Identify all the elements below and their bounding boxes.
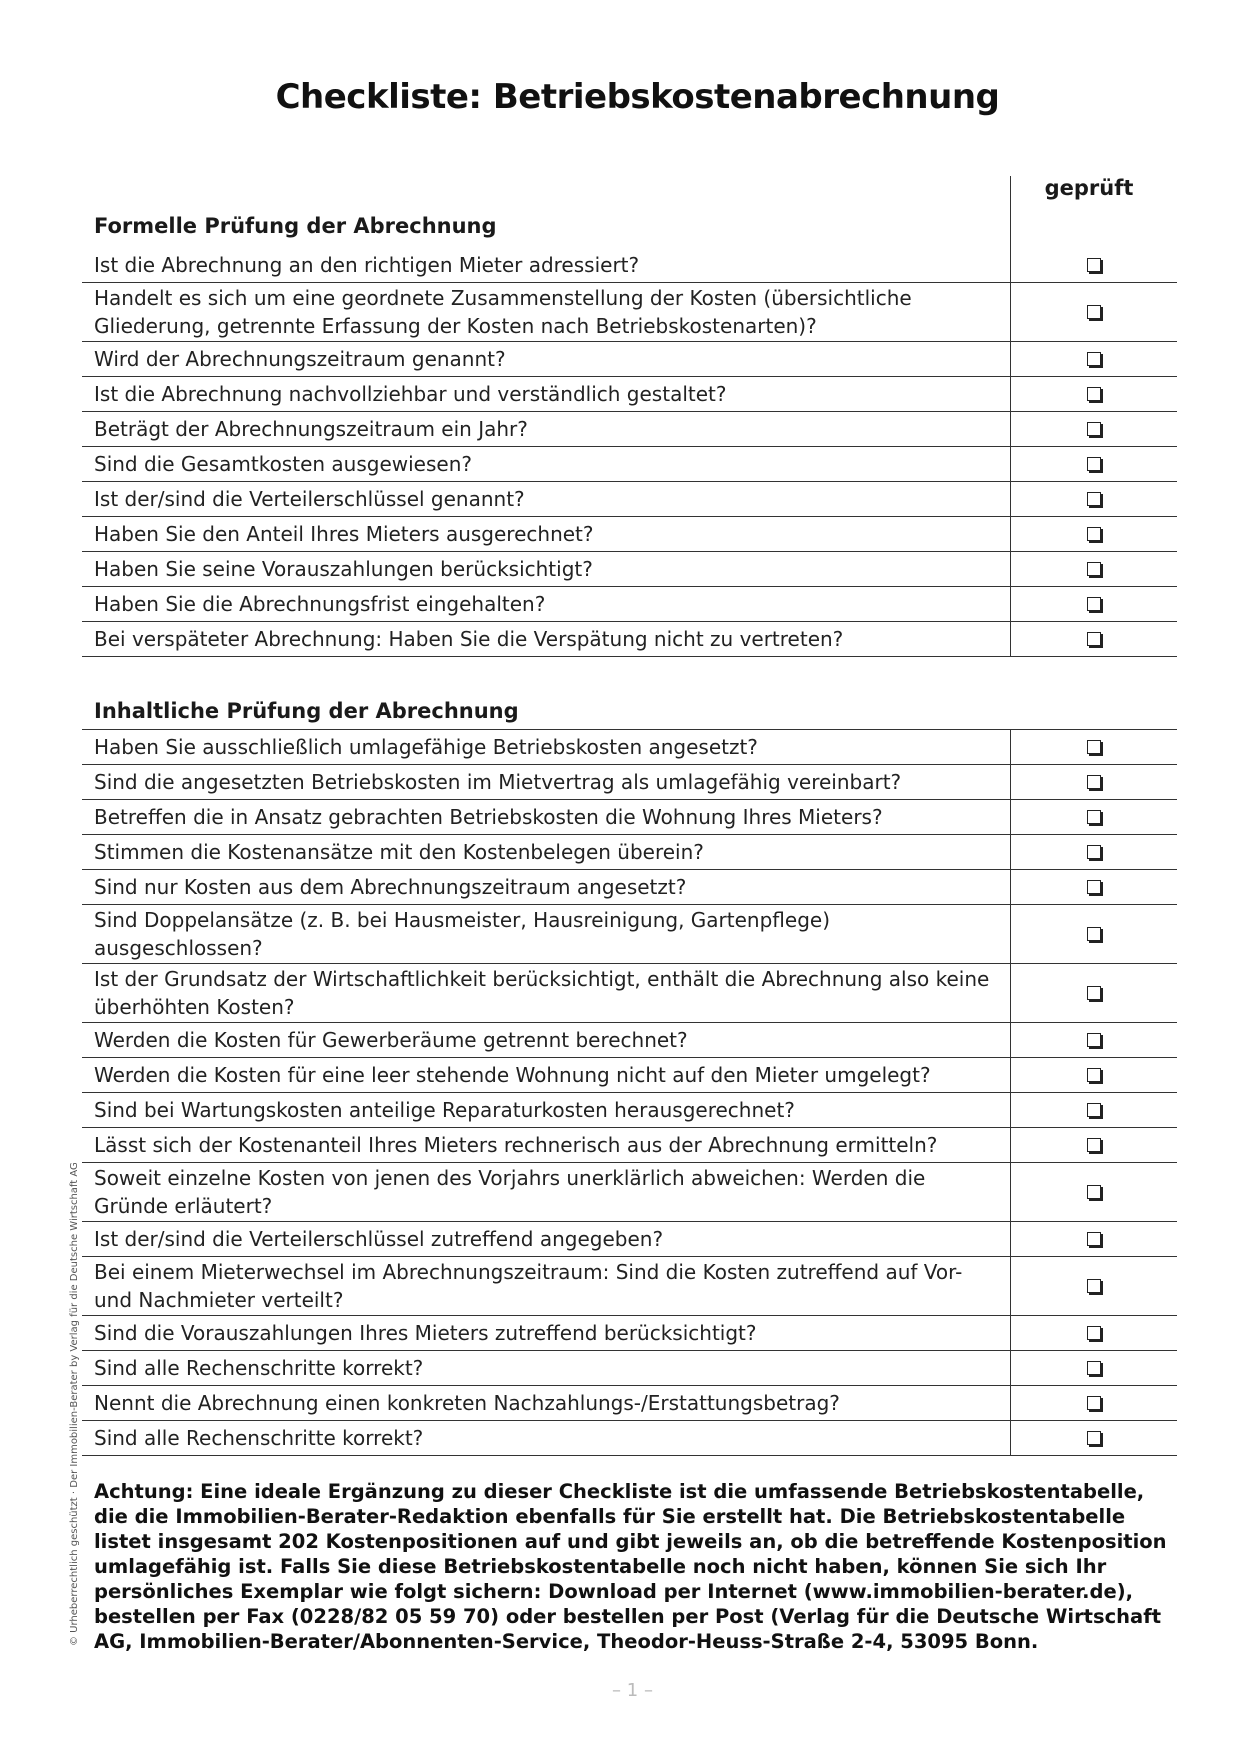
checkbox-icon[interactable] [1087,880,1101,894]
checkbox-cell [1011,457,1177,471]
checklist-row [82,1420,1177,1455]
checkbox-icon[interactable] [1087,810,1101,824]
checkbox-cell [1011,527,1177,541]
checkbox-icon[interactable] [1087,492,1101,506]
checklist-item-text: Beträgt der Abrechnungszeitraum ein Jahr? [82,412,1011,446]
checkbox-icon[interactable] [1087,845,1101,859]
checklist-row [82,904,1177,963]
checklist-item-text: Haben Sie den Anteil Ihres Mieters ausgerechnet? [82,517,1011,551]
checklist-row [82,730,1177,764]
checkbox-icon[interactable] [1087,1232,1101,1246]
checkbox-icon[interactable] [1087,1431,1101,1445]
checklist-item-text: Werden die Kosten für eine leer stehende Wohnung nicht auf den Mieter umgelegt? [82,1058,1011,1092]
checkbox-cell [1011,632,1177,646]
checklist-row [82,446,1177,481]
checklist-item-text: Ist die Abrechnung nachvollziehbar und verständlich gestaltet? [82,377,1011,411]
checklist-item-text: Sind alle Rechenschritte korrekt? [82,1421,1011,1455]
checkbox-cell [1011,1279,1177,1293]
checkbox-cell [1011,1232,1177,1246]
checkbox-cell [1011,258,1177,272]
content-checklist [82,693,1177,1456]
checkbox-cell [1011,1396,1177,1410]
checklist-item-text: Sind Doppelansätze (z. B. bei Hausmeister, Hausreinigung, Gartenpflege) ausgeschlossen? [82,905,1011,963]
checklist-item-text: Ist die Abrechnung an den richtigen Mieter adressiert? [82,248,1011,282]
checklist-row [82,1221,1177,1256]
checkbox-icon[interactable] [1087,387,1101,401]
page-title: Checkliste: Betriebskostenabrechnung [275,77,1000,117]
checkbox-icon[interactable] [1087,562,1101,576]
formal-section-header [82,176,1177,248]
checkbox-icon[interactable] [1087,1279,1101,1293]
checklist-item-text: Sind alle Rechenschritte korrekt? [82,1351,1011,1385]
checkbox-cell [1011,775,1177,789]
checkbox-icon[interactable] [1087,1033,1101,1047]
formal-section-title: Formelle Prüfung der Abrechnung [94,214,497,238]
checklist-row [82,481,1177,516]
checkbox-cell [1011,1033,1177,1047]
checklist-item-text: Betreffen die in Ansatz gebrachten Betriebskosten die Wohnung Ihres Mieters? [82,800,1011,834]
checklist-item-text: Werden die Kosten für Gewerberäume getrennt berechnet? [82,1023,1011,1057]
checkbox-cell [1011,422,1177,436]
note-paragraph: Achtung: Eine ideale Ergänzung zu dieser Checkliste ist die umfassende Betriebskostentabelle, die die Immobilien-Berater-Redaktion ebenfalls für Sie erstellt hat. Die Betriebskostentabelle listet insgesamt 202 Kostenpositionen auf und gibt jeweils an, ob die betreffende Kostenposition umlagefähig ist. Falls Sie diese Betriebskostentabelle noch nicht haben, können Sie sich Ihr persönliches Exemplar wie folgt sichern: Download per Internet (www.immobilien-berater.de), bestellen per Fax (0228/82 05 59 70) oder bestellen per Post (Verlag für die Deutsche Wirtschaft AG, Immobilien-Berater/Abonnenten-Service, Theodor-Heuss-Straße 2-4, 53095 Bonn. [94,1480,1167,1653]
checkbox-cell [1011,927,1177,941]
checklist-row [82,869,1177,904]
formal-rows [82,248,1177,657]
checklist-item-text: Stimmen die Kostenansätze mit den Kostenbelegen überein? [82,835,1011,869]
checklist-row [82,248,1177,282]
checkbox-icon[interactable] [1087,422,1101,436]
checkbox-icon[interactable] [1087,927,1101,941]
checklist-item-text: Nennt die Abrechnung einen konkreten Nachzahlungs-/Erstattungsbetrag? [82,1386,1011,1420]
content-rows [82,729,1177,1456]
checklist-row [82,551,1177,586]
checkbox-cell [1011,986,1177,1000]
checkbox-cell [1011,1431,1177,1445]
checkbox-cell [1011,845,1177,859]
checkbox-icon[interactable] [1087,740,1101,754]
checkbox-cell [1011,1138,1177,1152]
checked-column-label: geprüft [1044,176,1134,200]
checklist-row [82,376,1177,411]
checkbox-icon[interactable] [1087,1396,1101,1410]
checklist-row [82,411,1177,446]
checklist-item-text: Haben Sie seine Vorauszahlungen berücksichtigt? [82,552,1011,586]
checklist-item-text: Haben Sie ausschließlich umlagefähige Betriebskosten angesetzt? [82,730,1011,764]
checkbox-cell [1011,492,1177,506]
checklist-item-text: Soweit einzelne Kosten von jenen des Vorjahrs unerklärlich abweichen: Werden die Gründe erläutert? [82,1163,1011,1221]
checklist-item-text: Bei einem Mieterwechsel im Abrechnungszeitraum: Sind die Kosten zutreffend auf Vor- und Nachmieter verteilt? [82,1257,1011,1315]
checklist-row [82,1092,1177,1127]
checklist-item-text: Sind bei Wartungskosten anteilige Reparaturkosten herausgerechnet? [82,1093,1011,1127]
checkbox-cell [1011,352,1177,366]
checklist-item-text: Ist der Grundsatz der Wirtschaftlichkeit berücksichtigt, enthält die Abrechnung also keine überhöhten Kosten? [82,964,1011,1022]
checkbox-cell [1011,597,1177,611]
checklist-row [82,963,1177,1022]
checklist-row [82,1127,1177,1162]
checklist-row [82,621,1177,656]
checkbox-cell [1011,562,1177,576]
checkbox-icon[interactable] [1087,457,1101,471]
checklist-item-text: Sind die Gesamtkosten ausgewiesen? [82,447,1011,481]
checklist-row [82,1385,1177,1420]
checklist-item-text: Sind nur Kosten aus dem Abrechnungszeitraum angesetzt? [82,870,1011,904]
checklist-row [82,834,1177,869]
checklist-row [82,586,1177,621]
checklist-row [82,799,1177,834]
checkbox-cell [1011,1103,1177,1117]
checklist-row [82,1162,1177,1221]
checkbox-cell [1011,880,1177,894]
checkbox-icon[interactable] [1087,986,1101,1000]
checklist-row [82,1022,1177,1057]
checklist-row [82,1315,1177,1350]
checklist-row [82,1350,1177,1385]
checkbox-cell [1011,1068,1177,1082]
checkbox-icon[interactable] [1087,1103,1101,1117]
checkbox-icon[interactable] [1087,1361,1101,1375]
checkbox-cell [1011,305,1177,319]
checkbox-cell [1011,740,1177,754]
checkbox-cell [1011,1185,1177,1199]
checklist-row [82,516,1177,551]
checkbox-icon[interactable] [1087,597,1101,611]
checklist-item-text: Lässt sich der Kostenanteil Ihres Mieters rechnerisch aus der Abrechnung ermitteln? [82,1128,1011,1162]
checkbox-cell [1011,1326,1177,1340]
checklist-item-text: Sind die angesetzten Betriebskosten im Mietvertrag als umlagefähig vereinbart? [82,765,1011,799]
content-section-header [82,693,1177,729]
checkbox-icon[interactable] [1087,775,1101,789]
content-section-title: Inhaltliche Prüfung der Abrechnung [94,699,519,723]
checkbox-icon[interactable] [1087,1185,1101,1199]
checklist-item-text: Handelt es sich um eine geordnete Zusammenstellung der Kosten (übersichtliche Gliederung, getrennte Erfassung der Kosten nach Betriebskostenarten)? [82,283,1011,341]
copyright-side-text: © Urheberrechtlich geschützt · Der Immobilien-Berater by Verlag für die Deutsche Wirtschaft AG [69,1162,80,1646]
checklist-row [82,341,1177,376]
checkbox-icon[interactable] [1087,632,1101,646]
checklist-item-text: Bei verspäteter Abrechnung: Haben Sie die Verspätung nicht zu vertreten? [82,622,1011,656]
checkbox-icon[interactable] [1087,305,1101,319]
checklist-row [82,282,1177,341]
checklist-item-text: Ist der/sind die Verteilerschlüssel genannt? [82,482,1011,516]
page-number: – 1 – [612,1680,653,1701]
checkbox-icon[interactable] [1087,258,1101,272]
checklist-row [82,764,1177,799]
checklist-item-text: Wird der Abrechnungszeitraum genannt? [82,342,1011,376]
checklist-row [82,1256,1177,1315]
formal-checklist [82,176,1177,657]
checklist-item-text: Haben Sie die Abrechnungsfrist eingehalten? [82,587,1011,621]
checklist-item-text: Sind die Vorauszahlungen Ihres Mieters zutreffend berücksichtigt? [82,1316,1011,1350]
checkbox-icon[interactable] [1087,1326,1101,1340]
checkbox-cell [1011,1361,1177,1375]
checkbox-cell [1011,810,1177,824]
checkbox-cell [1011,387,1177,401]
checklist-item-text: Ist der/sind die Verteilerschlüssel zutreffend angegeben? [82,1222,1011,1256]
checkbox-icon[interactable] [1087,352,1101,366]
checkbox-icon[interactable] [1087,1138,1101,1152]
checkbox-icon[interactable] [1087,527,1101,541]
checkbox-icon[interactable] [1087,1068,1101,1082]
checklist-row [82,1057,1177,1092]
